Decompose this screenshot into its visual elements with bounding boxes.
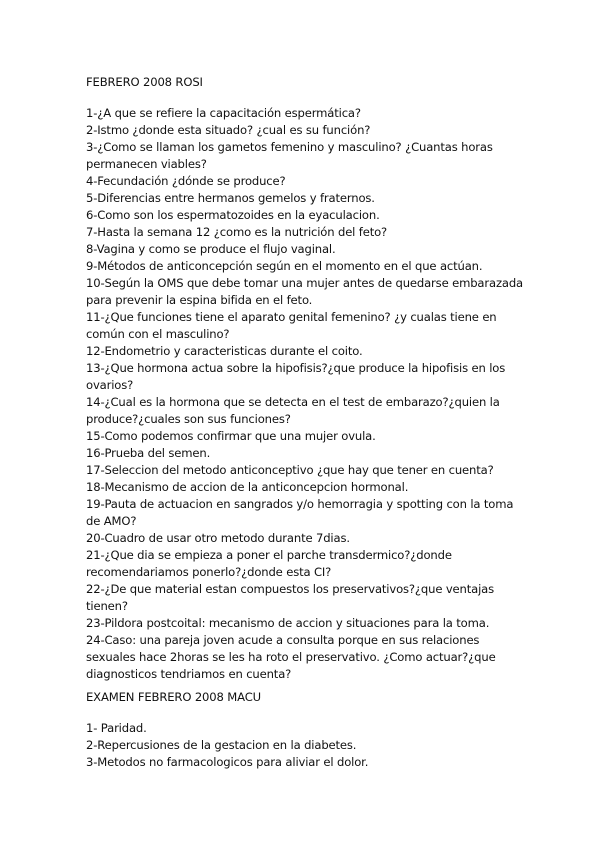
question-item: 2-Istmo ¿donde esta situado? ¿cual es su función? (86, 123, 371, 137)
question-item: 10-Según la OMS que debe tomar una mujer antes de quedarse embarazada para prevenir la espina bifida en el feto. (86, 276, 524, 307)
question-item: 21-¿Que dia se empieza a poner el parche transdermico?¿donde recomendariamos ponerlo?¿donde esta CI? (86, 548, 452, 579)
question-item: 3-¿Como se llaman los gametos femenino y masculino? ¿Cuantas horas permanecen viables? (86, 140, 493, 171)
question-item: 9-Métodos de anticoncepción según en el momento en el que actúan. (86, 259, 483, 273)
question-item: 15-Como podemos confirmar que una mujer ovula. (86, 429, 376, 443)
question-item: 1- Paridad. (86, 721, 147, 735)
question-item: 6-Como son los espermatozoides en la eyaculacion. (86, 208, 380, 222)
question-item: 23-Pildora postcoital: mecanismo de accion y situaciones para la toma. (86, 616, 490, 630)
question-item: 19-Pauta de actuacion en sangrados y/o hemorragia y spotting con la toma de AMO? (86, 497, 514, 528)
question-item: 13-¿Que hormona actua sobre la hipofisis?¿que produce la hipofisis en los ovarios? (86, 361, 506, 392)
question-item: 12-Endometrio y caracteristicas durante el coito. (86, 344, 363, 358)
question-item: 2-Repercusiones de la gestacion en la diabetes. (86, 738, 357, 752)
question-item: 1-¿A que se refiere la capacitación espermática? (86, 106, 361, 120)
section-title: EXAMEN FEBRERO 2008 MACU (86, 690, 261, 704)
question-item: 20-Cuadro de usar otro metodo durante 7dias. (86, 531, 350, 545)
question-item: 7-Hasta la semana 12 ¿como es la nutrición del feto? (86, 225, 388, 239)
question-list (86, 105, 526, 683)
question-item: 14-¿Cual es la hormona que se detecta en el test de embarazo?¿quien la produce?¿cuales son sus funciones? (86, 395, 500, 426)
question-item: 11-¿Que funciones tiene el aparato genital femenino? ¿y cualas tiene en común con el masculino? (86, 310, 497, 341)
question-item: 5-Diferencias entre hermanos gemelos y fraternos. (86, 191, 375, 205)
section-title: FEBRERO 2008 ROSI (86, 75, 203, 89)
question-item: 4-Fecundación ¿dónde se produce? (86, 174, 286, 188)
question-item: 24-Caso: una pareja joven acude a consulta porque en sus relaciones sexuales hace 2horas se les ha roto el preservativo. ¿Como actuar?¿que diagnosticos tendriamos en cuenta? (86, 633, 496, 681)
question-item: 22-¿De que material estan compuestos los preservativos?¿que ventajas tienen? (86, 582, 495, 613)
question-item: 17-Seleccion del metodo anticonceptivo ¿que hay que tener en cuenta? (86, 463, 494, 477)
question-item: 3-Metodos no farmacologicos para aliviar el dolor. (86, 755, 369, 769)
question-item: 8-Vagina y como se produce el flujo vaginal. (86, 242, 336, 256)
question-item: 18-Mecanismo de accion de la anticoncepcion hormonal. (86, 480, 409, 494)
question-list (86, 720, 526, 771)
question-item: 16-Prueba del semen. (86, 446, 211, 460)
